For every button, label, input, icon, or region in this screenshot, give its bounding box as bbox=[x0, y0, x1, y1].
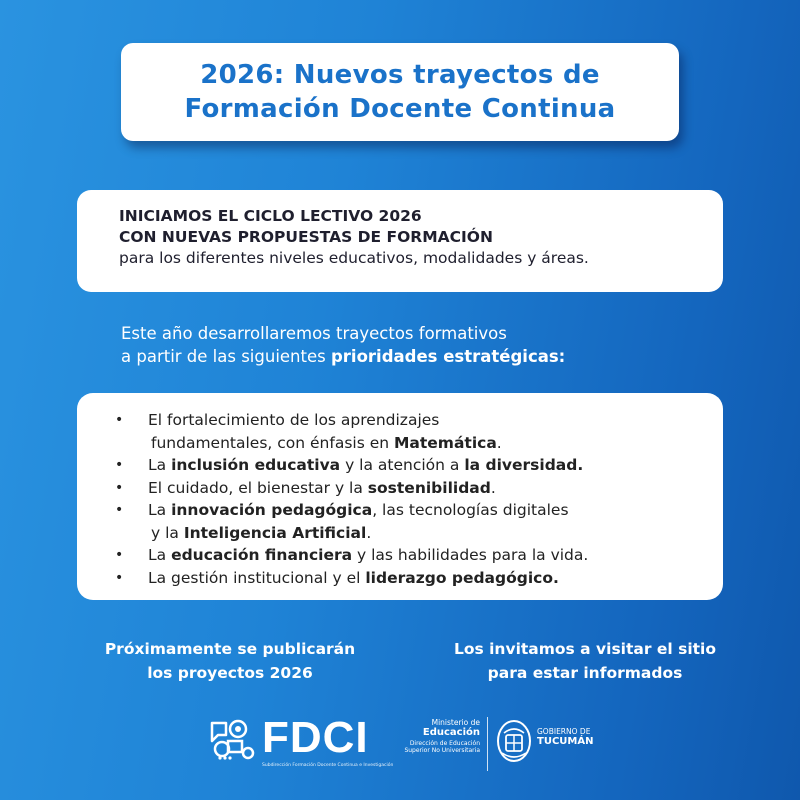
list-item bbox=[115, 567, 723, 590]
intro-heading-line-1: INICIAMOS EL CICLO LECTIVO 2026 bbox=[119, 207, 422, 225]
list-item bbox=[115, 454, 723, 477]
list-item bbox=[115, 477, 723, 500]
ministerio-logo bbox=[388, 719, 480, 754]
item-text-bold: la diversidad. bbox=[464, 456, 584, 474]
item-text-bold: educación financiera bbox=[171, 546, 353, 564]
page-title-line-1: 2026: Nuevos trayectos de bbox=[200, 60, 600, 90]
item-text-cont bbox=[148, 432, 723, 455]
bullet-icon: • bbox=[115, 412, 124, 428]
item-text-bold: Matemática bbox=[394, 433, 497, 452]
footer-invitation bbox=[420, 637, 750, 685]
item-text-part: fundamentales, con énfasis en bbox=[151, 433, 394, 452]
footer-left-line-1: Próximamente se publicarán bbox=[104, 640, 356, 658]
gobierno-label: GOBIERNO DE bbox=[537, 727, 591, 736]
lead-line-2-text: a partir de las siguientes bbox=[121, 347, 331, 366]
item-text-bold: sostenibilidad bbox=[367, 478, 491, 497]
fdci-subtitle: Subdirección Formación Docente Continua e Investigación bbox=[262, 763, 394, 768]
item-text-part: . bbox=[366, 523, 372, 542]
list-item bbox=[115, 409, 723, 454]
item-text-bold: innovación pedagógica bbox=[171, 501, 373, 519]
bullet-icon: • bbox=[115, 569, 124, 586]
item-text-bold: liderazgo pedagógico. bbox=[365, 568, 559, 587]
ministerio-label: Ministerio de bbox=[431, 718, 480, 727]
item-text-part: y la bbox=[151, 523, 184, 542]
footer-announcement bbox=[60, 637, 400, 685]
priorities-lead bbox=[121, 322, 721, 368]
item-text bbox=[148, 499, 723, 522]
logo-divider bbox=[487, 717, 488, 771]
intro-heading-line-2: CON NUEVAS PROPUESTAS DE FORMACIÓN bbox=[119, 228, 493, 246]
footer-right-line-1: Los invitamos a visitar el sitio bbox=[453, 640, 717, 658]
intro-description: para los diferentes niveles educativos, modalidades y áreas. bbox=[119, 249, 589, 267]
item-text-part: La bbox=[148, 546, 172, 564]
fdci-wordmark: FDCI bbox=[262, 713, 369, 762]
lead-line-2-bold: prioridades estratégicas: bbox=[330, 347, 566, 366]
bullet-icon: • bbox=[115, 479, 124, 496]
direccion-line-2: Superior No Universitaria bbox=[404, 746, 480, 754]
item-text-part: , las tecnologías digitales bbox=[372, 501, 569, 519]
intro-card bbox=[77, 190, 723, 292]
page-title-line-2: Formación Docente Continua bbox=[184, 94, 616, 124]
direccion-line-1: Dirección de Educación bbox=[409, 740, 480, 748]
item-text-part: La gestión institucional y el bbox=[148, 568, 366, 587]
item-text-part: El cuidado, el bienestar y la bbox=[148, 478, 368, 497]
list-item bbox=[115, 544, 723, 567]
item-text-part: La bbox=[148, 501, 172, 519]
tucuman-shield-icon bbox=[496, 719, 532, 763]
bullet-icon: • bbox=[115, 502, 124, 518]
logo-bar bbox=[0, 705, 800, 785]
item-text-part: y las habilidades para la vida. bbox=[352, 546, 589, 564]
list-item bbox=[115, 499, 723, 544]
item-text-bold: Inteligencia Artificial bbox=[183, 523, 367, 542]
ministerio-name: Educación bbox=[422, 727, 480, 739]
footer-left-line-2: los proyectos 2026 bbox=[147, 664, 313, 682]
lead-line-2 bbox=[121, 345, 721, 368]
item-text-cont bbox=[148, 522, 723, 545]
item-text-bold: inclusión educativa bbox=[171, 456, 341, 474]
fdci-logo-icon bbox=[208, 717, 256, 765]
gobierno-logo bbox=[537, 728, 593, 747]
item-text-part: y la atención a bbox=[340, 456, 465, 474]
item-text: El fortalecimiento de los aprendizajes bbox=[148, 411, 440, 429]
title-card bbox=[121, 43, 679, 141]
bullet-icon: • bbox=[115, 457, 124, 473]
lead-line-1: Este año desarrollaremos trayectos formativos bbox=[121, 324, 507, 343]
bullet-icon: • bbox=[115, 547, 124, 563]
priorities-list bbox=[77, 393, 723, 600]
item-text-part: . bbox=[490, 478, 496, 497]
gobierno-name: TUCUMÁN bbox=[537, 736, 594, 748]
item-text-part: . bbox=[496, 433, 502, 452]
footer-right-line-2: para estar informados bbox=[487, 664, 683, 682]
item-text-part: La bbox=[148, 456, 172, 474]
